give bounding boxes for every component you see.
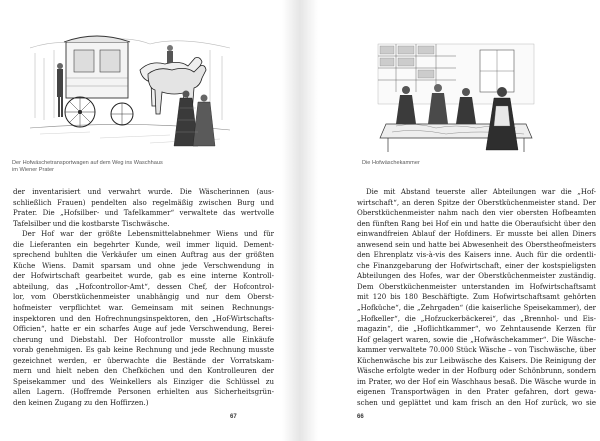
text-line: mit 120 bis 180 Beschäftigte. Zum Hofwirtschaftsamt gehörten: [357, 292, 596, 302]
caption-line: Der Hofwäschetransportwagen auf dem Weg ins Waschhaus: [12, 160, 163, 166]
text-line: sprechend buhlten die Verkäufer um einen Auftrag aus der größten: [13, 250, 274, 260]
text-line: Abteilungen des Hofes, war der Oberstküchenmeister zuständig.: [357, 271, 596, 281]
text-line: „Hofküche“, die „Zehrgaden“ (die kaiserliche Speisekammer), der: [357, 303, 596, 313]
body-text: [357, 187, 596, 408]
text-line: Oberstküchenmeister nahm nach den vier obersten Hofbeamten: [357, 208, 596, 218]
text-line: anwesend sein und hatte bei Abwesenheit des Oberstheofmeisters: [357, 239, 596, 249]
gutter-shadow: [300, 0, 318, 441]
text-line: die Lieferanten ein begehrter Kunde, weil immer liquid. Dement-: [13, 239, 274, 249]
text-line: lor, vom Oberstküchenmeister unabhängig und nur dem Oberst-: [13, 292, 274, 302]
text-line: Tafelsilber und die kostbarste Tischwäsche.: [13, 218, 170, 228]
text-line: magazin“, die „Hoflichtkammer“, wo Zehntausende Kerzen für: [357, 324, 596, 334]
text-line: abteilung, das „Hofcontrollor-Amt“, dessen Chef, der Hofcontrol-: [13, 281, 274, 291]
text-line: cherung und Diebstahl. Der Hofcontrollor musste alle Einkäufe: [13, 334, 274, 344]
caption-line: im Wiener Prater: [12, 167, 54, 174]
text-line: vorab genehmigen. Es gab keine Rechnung und jede Rechnung musste: [13, 345, 274, 355]
text-line: Die mit Abstand teuerste aller Abteilungen war die „Hof-: [366, 187, 596, 196]
text-line: den keinen Zugang zu den Hoffirzen.): [13, 397, 149, 407]
illustration-laundry-wagon: [30, 8, 230, 153]
text-line: Wäsche erfolgte weder in der Hofburg oder Schönbrunn, sondern: [357, 366, 596, 376]
page-number: 67: [230, 414, 237, 420]
text-line: hofmeister verpflichtet war. Gemeinsam mit seinen Rechnungs-: [13, 303, 274, 313]
text-line: der Hofwirtschaft gearbeitet wurde, gab es eine interne Kontroll-: [13, 271, 274, 281]
text-line: den Ehrenplatz vis-à-vis des Kaisers inne. Auch für die ordentli-: [357, 250, 596, 260]
page-number: 66: [357, 414, 364, 420]
text-line: Officien“, hatte er ein scharfes Auge auf jede Verschwendung, Berei-: [13, 324, 274, 334]
text-line: der inventarisiert und verwahrt wurde. Die Wäscherinnen (aus-: [13, 187, 274, 196]
caption-line: Die Hofwäschekammer: [362, 160, 420, 166]
text-line: allen Lagern. (Hoffremde Personen erhielten aus Sicherheitsgrün-: [13, 387, 274, 397]
text-line: Hof gelagert waren, sowie die „Hofwäschekammer“. Die Wäsche-: [357, 334, 596, 344]
text-line: kammer verwaltete 70.000 Stück Wäsche – von Tischwäsche, über: [357, 345, 596, 355]
text-line: schließlich Frauen) pendelten also regelmäßig zwischen Burg und: [13, 197, 274, 207]
text-line: Speisekammer und des Weinkellers als Einziger die Schlüssel zu: [13, 376, 274, 386]
text-line: gezeichnet werden, er überwachte die Bestände der Vorratskam-: [13, 355, 274, 365]
text-line: Der Hof war der größte Lebensmittelabnehmer Wiens und für: [22, 229, 274, 239]
text-line: che Finanzgebarung der Hofwirtschaft, einer der kostspieligsten: [357, 260, 596, 270]
illustration-laundry-room: [376, 42, 536, 152]
figure-caption: [12, 160, 252, 175]
text-line: Küchenwäsche bis zur Leibwäsche des Kaisers. Die Reinigung der: [357, 355, 596, 365]
body-text: [13, 187, 274, 408]
text-line: „Hofkeller“, die „Hofzuckerbäckerei“, das „Brennhol- und Eis-: [357, 313, 596, 323]
text-line: Prater. Die „Hofsilber- und Tafelkammer“ verwaltete das wertvolle: [13, 208, 274, 218]
text-line: Dem Oberstküchenmeister unterstanden im Hofwirtschaftsamt: [357, 281, 596, 291]
text-line: schen und geplättet und kam frisch an den Hof zurück, wo sie: [357, 397, 596, 407]
text-line: einwandfreien Ablauf der Hofdiners. Er musste bei allen Diners: [357, 229, 596, 239]
text-line: eigenen Transportwägen in den Prater gefahren, dort gewa-: [357, 387, 596, 397]
text-line: mern und hielt neben den Chefköchen und den Kontrolleuren der: [13, 366, 274, 376]
right-page: [300, 0, 600, 441]
text-line: Küche Wiens. Damit sparsam und ohne jede Verschwendung in: [13, 260, 274, 270]
figure-caption: [362, 160, 562, 167]
text-line: den fünften Rang bei Hof ein und hatte die Oberaufsicht über den: [357, 218, 596, 228]
gutter-shadow: [282, 0, 300, 441]
text-line: wirtschaft“, an deren Spitze der Oberstküchenmeister stand. Der: [357, 197, 596, 207]
text-line: inspektoren und den Hofrechnungsinspektoren, den „Hof-Wirtschafts-: [13, 313, 274, 323]
text-line: im Prater, wo der Hof ein Waschhaus besaß. Die Wäsche wurde in: [357, 376, 596, 386]
